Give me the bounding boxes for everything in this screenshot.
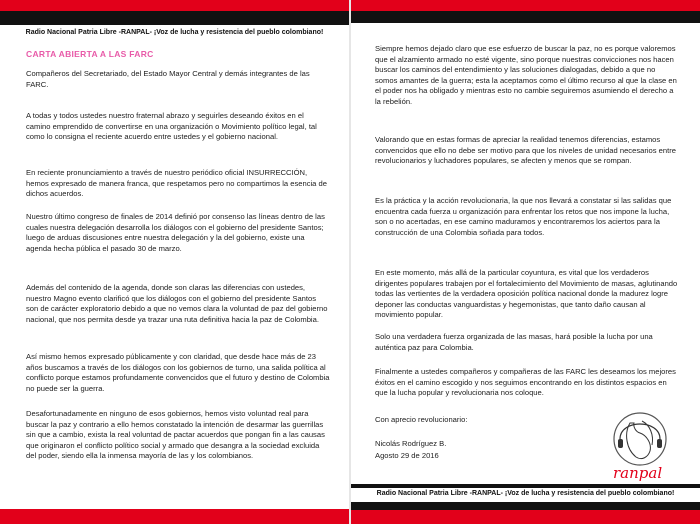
header-text: Radio Nacional Patria Libre -RANPAL- ¡Voz de lucha y resistencia del pueblo colombiano! — [25, 29, 324, 36]
left-page — [0, 0, 349, 524]
closing-line: Con aprecio revolucionario: — [375, 415, 468, 424]
left-paragraph-6: Así mismo hemos expresado públicamente y con claridad, que desde hace más de 23 años buscamos a través de los diálogos con los gobiernos de turno, una salida política al conflicto porque estamos profundamente convencidos que el futuro y destino de Colombia no puede ser la guerra. — [26, 352, 330, 393]
right-paragraph-3: Es la práctica y la acción revolucionaria, la que nos llevará a constatar si las salidas que encuentra cada fuerza u organización para enfrentar los retos que nos impone la lucha, son o no acertadas, en ese camino maduramos y encontraremos los aciertos para la construcción de una Colombia soñada para todos. — [375, 196, 672, 237]
signature-date: Agosto 29 de 2016 — [375, 451, 439, 460]
header-red-bar — [0, 0, 349, 11]
left-paragraph-3: En reciente pronunciamiento a través de nuestro periódico oficial INSURRECCIÓN, hemos expresado de manera franca, que respetamos pero no compartimos la esencia de dichos acuerdos. — [26, 168, 327, 199]
footer-text: Radio Nacional Patria Libre -RANPAL- ¡Voz de lucha y resistencia del pueblo colombiano! — [376, 490, 675, 497]
left-paragraph-5: Además del contenido de la agenda, donde son claras las diferencias con ustedes, nuestro Magno evento clarificó que los diálogos con el gobierno del presidente Santos son de carácter exploratorio debido a que no vemos clara la voluntad de paz del gobierno nacional, que nos permita desde ya trazar una ruta definitiva hacia la paz de Colombia. — [26, 283, 328, 324]
header-black-bar — [0, 11, 349, 25]
right-paragraph-1: Siempre hemos dejado claro que ese esfuerzo de buscar la paz, no es porque valoremos que el alzamiento armado no esté vigente, sino porque nuestras convicciones nos hacen buscar los caminos del entendimiento y las soluciones dialogadas, debido a que no somos amantes de la guerra; esta la aceptamos como el último recurso al que la clase en el poder nos ha obligado y mientras esto no cambie seguiremos asumiendo el derecho a la rebelión. — [375, 44, 677, 106]
left-paragraph-7: Desafortunadamente en ninguno de esos gobiernos, hemos visto voluntad real para buscar la paz y contrario a ello hemos constatado la intención de desarmar las guerrillas sin que a cambio, exista la real voluntad de pactar acuerdos que pongan fin a las causas que originaron el conflicto político social y armado que desangra a la sociedad excluida del poder, siendo ella la inmensa mayoría de las y los colombianos. — [26, 409, 325, 461]
right-top-red-bar — [351, 0, 700, 11]
right-paragraph-6: Finalmente a ustedes compañeros y compañeras de las FARC les deseamos los mejores éxitos en el camino escogido y nos seguimos encontrando en los distintos espacios en que la lucha popular y revolucionaria nos coloque. — [375, 367, 676, 398]
signature-name: Nicolás Rodríguez B. — [375, 439, 447, 448]
right-page — [351, 0, 700, 524]
left-paragraph-1: Compañeros del Secretariado, del Estado Mayor Central y demás integrantes de las FARC. — [26, 69, 310, 89]
right-paragraph-4: En este momento, más allá de la particular coyuntura, es vital que los verdaderos dirigentes populares trabajen por el fortalecimiento del Movimiento de masas, aglutinando todas las vertientes de la verdadera oposición política nacional donde la madurez logre deponer las conductas vanguardistas y hegemonistas, que tanto daño causan al movimiento popular. — [375, 268, 678, 320]
logo-wordmark: ranpal — [613, 464, 663, 482]
right-paragraph-2: Valorando que en estas formas de apreciar la realidad tenemos diferencias, estamos convencidos que ello no debe ser motivo para que los niveles de unidad necesarios entre revolucionarios y luchadores populares, se afecten y menos que se rompan. — [375, 135, 676, 166]
left-footer-red-bar — [0, 509, 349, 524]
left-paragraph-4: Nuestro último congreso de finales de 2014 definió por consenso las líneas dentro de las cuales nuestra delegación desarrolla los diálogos con el gobierno del presidente Santos; luego de arduas discusiones entre nuestra delegación y la del gobierno, existe una agenda hecha pública el pasado 30 de marzo. — [26, 212, 325, 253]
footer-red-bar — [351, 510, 700, 524]
right-paragraph-5: Solo una verdadera fuerza organizada de las masas, hará posible la lucha por una auténtica paz para Colombia. — [375, 332, 653, 352]
left-paragraph-2: A todas y todos ustedes nuestro fraternal abrazo y seguirles deseando éxitos en el camino emprendido de convertirse en una organización o Movimiento político legal, tal como lo consigna el reciente acuerdo entre ustedes y el gobierno nacional. — [26, 111, 317, 142]
letter-title: CARTA ABIERTA A LAS FARC — [26, 49, 154, 59]
footer-black-line — [351, 484, 700, 488]
right-top-black-bar — [351, 11, 700, 23]
footer-black-bar — [351, 502, 700, 510]
